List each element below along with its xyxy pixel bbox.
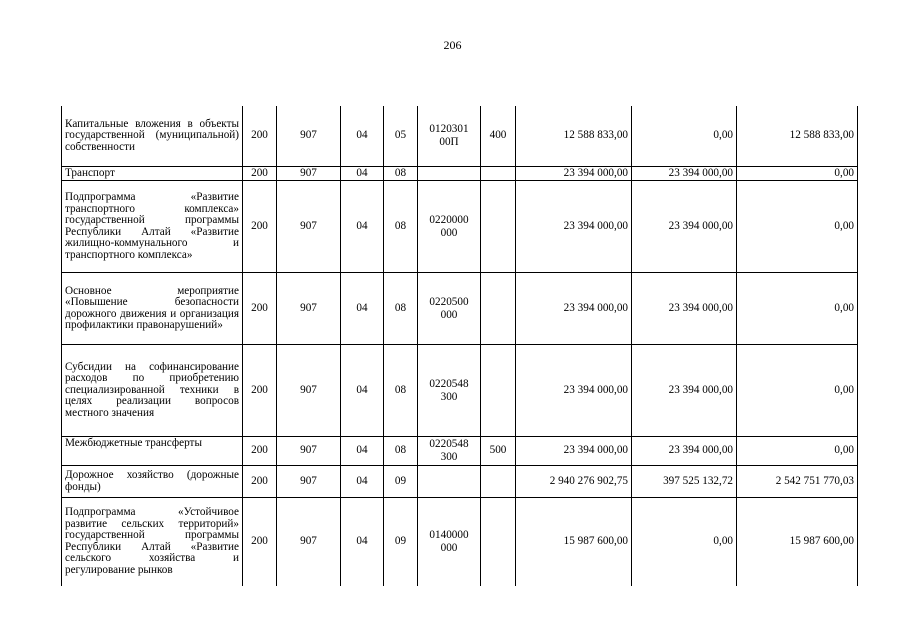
row-name-cell: Субсидии на софинансирование расходов по приобретению специализированной техники в целях реализации вопросов местного значения [62,345,243,437]
target-code-cell: 0140000 000 [418,498,481,586]
ministry-code-cell: 907 [277,437,341,466]
table-row [62,106,858,166]
row-name-cell: Основное мероприятие «Повышение безопасности дорожного движения и организация профилактики правонарушений» [62,273,243,345]
amount-a-cell: 23 394 000,00 [632,345,737,437]
table-row [62,181,858,273]
row-name-cell: Подпрограмма «Устойчивое развитие сельских территорий» государственной программы Республики Алтай «Развитие сельского хозяйства и регулирование рынков [62,498,243,586]
subsection-cell: 09 [384,466,418,498]
ministry-code-cell: 907 [277,106,341,166]
section-cell: 04 [341,437,384,466]
table-row [62,437,858,466]
table-body [62,106,858,586]
target-code-cell: 0220548 300 [418,345,481,437]
section-cell: 04 [341,106,384,166]
amount-a-cell: 0,00 [632,106,737,166]
section-cell: 04 [341,181,384,273]
target-code-cell [418,166,481,181]
row-name-cell: Дорожное хозяйство (дорожные фонды) [62,466,243,498]
admin-code-cell: 200 [243,181,277,273]
amount-total-cell: 23 394 000,00 [516,166,632,181]
subsection-cell: 05 [384,106,418,166]
admin-code-cell: 200 [243,273,277,345]
ministry-code-cell: 907 [277,498,341,586]
budget-table [61,106,858,586]
subsection-cell: 09 [384,498,418,586]
target-code-cell: 0220500 000 [418,273,481,345]
expense-type-cell: 500 [481,437,516,466]
amount-total-cell: 23 394 000,00 [516,437,632,466]
row-name-cell: Капитальные вложения в объекты государственной (муниципальной) собственности [62,106,243,166]
ministry-code-cell: 907 [277,466,341,498]
table-row [62,466,858,498]
amount-b-cell: 12 588 833,00 [737,106,858,166]
section-cell: 04 [341,166,384,181]
table-row [62,498,858,586]
target-code-cell: 0120301 00П [418,106,481,166]
amount-total-cell: 23 394 000,00 [516,273,632,345]
ministry-code-cell: 907 [277,345,341,437]
amount-a-cell: 23 394 000,00 [632,273,737,345]
amount-a-cell: 0,00 [632,498,737,586]
amount-total-cell: 23 394 000,00 [516,345,632,437]
amount-b-cell: 0,00 [737,181,858,273]
amount-b-cell: 2 542 751 770,03 [737,466,858,498]
expense-type-cell: 400 [481,106,516,166]
amount-a-cell: 397 525 132,72 [632,466,737,498]
admin-code-cell: 200 [243,345,277,437]
amount-b-cell: 0,00 [737,166,858,181]
amount-a-cell: 23 394 000,00 [632,181,737,273]
admin-code-cell: 200 [243,498,277,586]
section-cell: 04 [341,345,384,437]
ministry-code-cell: 907 [277,273,341,345]
section-cell: 04 [341,273,384,345]
row-name-cell: Транспорт [62,166,243,181]
expense-type-cell [481,345,516,437]
ministry-code-cell: 907 [277,181,341,273]
subsection-cell: 08 [384,166,418,181]
page-number: 206 [443,38,462,52]
admin-code-cell: 200 [243,437,277,466]
table-row [62,273,858,345]
table-row [62,166,858,181]
section-cell: 04 [341,466,384,498]
subsection-cell: 08 [384,437,418,466]
section-cell: 04 [341,498,384,586]
admin-code-cell: 200 [243,106,277,166]
amount-b-cell: 0,00 [737,437,858,466]
subsection-cell: 08 [384,273,418,345]
row-name-cell: Подпрограмма «Развитие транспортного комплекса» государственной программы Республики Алтай «Развитие жилищно-коммунального и транспортного комплекса» [62,181,243,273]
amount-a-cell: 23 394 000,00 [632,437,737,466]
amount-total-cell: 2 940 276 902,75 [516,466,632,498]
subsection-cell: 08 [384,181,418,273]
target-code-cell: 0220000 000 [418,181,481,273]
amount-total-cell: 23 394 000,00 [516,181,632,273]
ministry-code-cell: 907 [277,166,341,181]
amount-b-cell: 15 987 600,00 [737,498,858,586]
target-code-cell [418,466,481,498]
expense-type-cell [481,273,516,345]
target-code-cell: 0220548 300 [418,437,481,466]
admin-code-cell: 200 [243,166,277,181]
amount-b-cell: 0,00 [737,345,858,437]
amount-b-cell: 0,00 [737,273,858,345]
admin-code-cell: 200 [243,466,277,498]
expense-type-cell [481,498,516,586]
expense-type-cell [481,181,516,273]
amount-total-cell: 15 987 600,00 [516,498,632,586]
expense-type-cell [481,166,516,181]
expense-type-cell [481,466,516,498]
row-name-cell: Межбюджетные трансферты [62,437,243,466]
amount-a-cell: 23 394 000,00 [632,166,737,181]
subsection-cell: 08 [384,345,418,437]
amount-total-cell: 12 588 833,00 [516,106,632,166]
table-row [62,345,858,437]
